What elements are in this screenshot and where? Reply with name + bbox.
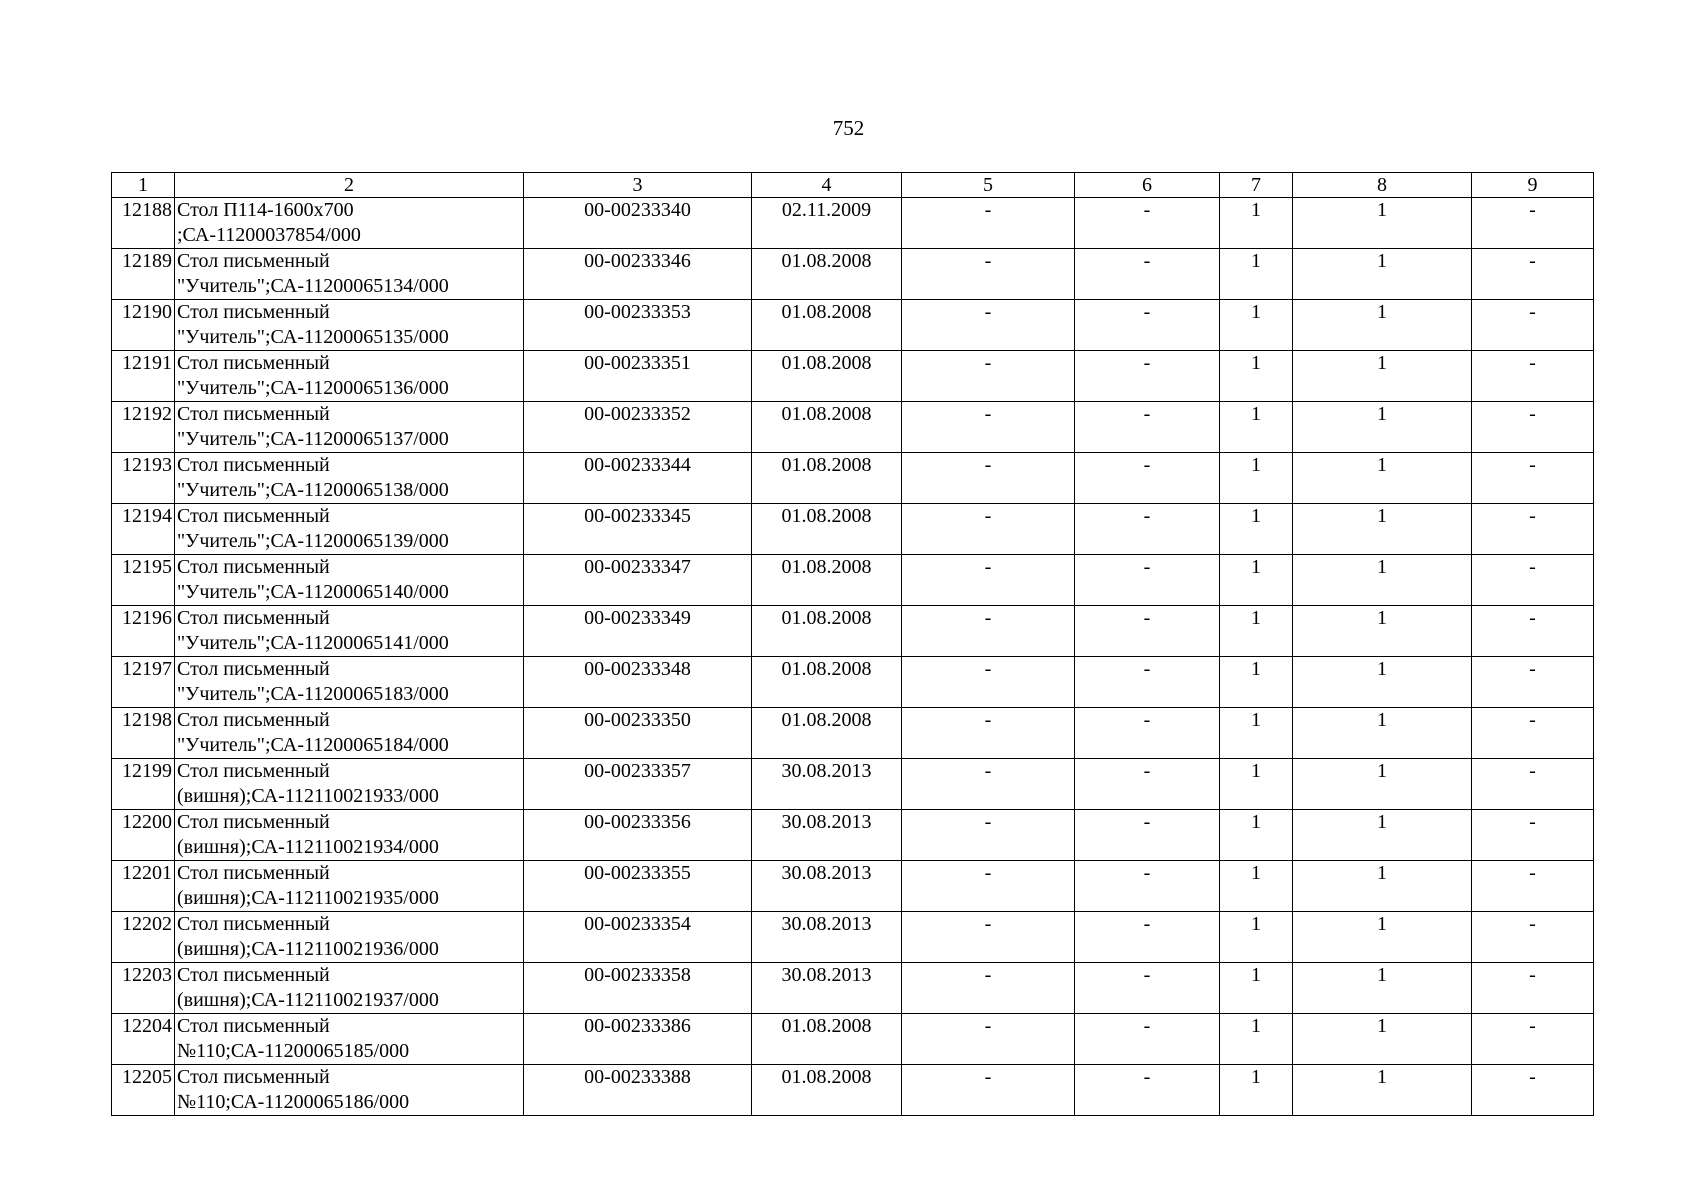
inventory-code: 00-00233349	[524, 606, 752, 657]
inventory-code: 00-00233344	[524, 453, 752, 504]
row-number: 12200	[112, 810, 175, 861]
row-number: 12204	[112, 1014, 175, 1065]
column-7-cell: 1	[1220, 1014, 1293, 1065]
row-number: 12189	[112, 249, 175, 300]
column-9-cell: -	[1472, 351, 1594, 402]
item-name-line-2: (вишня);СА-112110021936/000	[177, 938, 439, 960]
item-name-line-2: "Учитель";СА-11200065184/000	[177, 734, 449, 756]
item-name-line-2: (вишня);СА-112110021935/000	[177, 887, 439, 909]
column-6-cell: -	[1075, 912, 1220, 963]
column-5-cell: -	[902, 861, 1075, 912]
column-5-cell: -	[902, 708, 1075, 759]
item-name-line-2: (вишня);СА-112110021933/000	[177, 785, 439, 807]
column-7-cell: 1	[1220, 351, 1293, 402]
item-name-line-1: Стол письменный	[177, 250, 330, 272]
column-5-cell: -	[902, 402, 1075, 453]
table-row	[112, 300, 1594, 351]
item-name	[175, 453, 524, 504]
column-9-cell: -	[1472, 198, 1594, 249]
date-cell: 01.08.2008	[752, 453, 902, 504]
item-name-line-2: (вишня);СА-112110021934/000	[177, 836, 439, 858]
row-number: 12192	[112, 402, 175, 453]
column-6-cell: -	[1075, 963, 1220, 1014]
column-9-cell: -	[1472, 555, 1594, 606]
column-7-cell: 1	[1220, 810, 1293, 861]
item-name	[175, 300, 524, 351]
column-8-cell: 1	[1293, 453, 1472, 504]
column-header: 6	[1075, 173, 1220, 198]
column-8-cell: 1	[1293, 861, 1472, 912]
inventory-code: 00-00233355	[524, 861, 752, 912]
column-6-cell: -	[1075, 1014, 1220, 1065]
column-8-cell: 1	[1293, 912, 1472, 963]
item-name-line-2: "Учитель";СА-11200065141/000	[177, 632, 449, 654]
column-header: 8	[1293, 173, 1472, 198]
column-header: 7	[1220, 173, 1293, 198]
inventory-code: 00-00233340	[524, 198, 752, 249]
column-9-cell: -	[1472, 300, 1594, 351]
column-7-cell: 1	[1220, 504, 1293, 555]
column-8-cell: 1	[1293, 402, 1472, 453]
inventory-code: 00-00233345	[524, 504, 752, 555]
item-name-line-1: Стол письменный	[177, 352, 330, 374]
item-name-line-2: "Учитель";СА-11200065137/000	[177, 428, 449, 450]
page-number: 752	[832, 116, 865, 140]
column-6-cell: -	[1075, 504, 1220, 555]
table-row	[112, 249, 1594, 300]
column-6-cell: -	[1075, 606, 1220, 657]
item-name	[175, 861, 524, 912]
column-8-cell: 1	[1293, 606, 1472, 657]
item-name-line-2: "Учитель";СА-11200065183/000	[177, 683, 449, 705]
column-7-cell: 1	[1220, 861, 1293, 912]
table-row	[112, 606, 1594, 657]
column-6-cell: -	[1075, 1065, 1220, 1116]
column-8-cell: 1	[1293, 198, 1472, 249]
column-5-cell: -	[902, 198, 1075, 249]
column-5-cell: -	[902, 657, 1075, 708]
item-name-line-1: Стол письменный	[177, 964, 330, 986]
item-name-line-1: Стол письменный	[177, 454, 330, 476]
item-name	[175, 249, 524, 300]
column-5-cell: -	[902, 759, 1075, 810]
item-name-line-1: Стол письменный	[177, 1066, 330, 1088]
row-number: 12199	[112, 759, 175, 810]
column-9-cell: -	[1472, 1014, 1594, 1065]
column-5-cell: -	[902, 810, 1075, 861]
column-9-cell: -	[1472, 861, 1594, 912]
date-cell: 01.08.2008	[752, 708, 902, 759]
item-name-line-2: ;СА-11200037854/000	[177, 224, 361, 246]
inventory-table	[111, 172, 1594, 1116]
column-header: 2	[175, 173, 524, 198]
table-row	[112, 351, 1594, 402]
table-row	[112, 810, 1594, 861]
column-8-cell: 1	[1293, 963, 1472, 1014]
column-8-cell: 1	[1293, 810, 1472, 861]
column-7-cell: 1	[1220, 453, 1293, 504]
column-9-cell: -	[1472, 708, 1594, 759]
date-cell: 01.08.2008	[752, 504, 902, 555]
date-cell: 01.08.2008	[752, 1065, 902, 1116]
column-9-cell: -	[1472, 963, 1594, 1014]
inventory-code: 00-00233347	[524, 555, 752, 606]
column-9-cell: -	[1472, 657, 1594, 708]
column-7-cell: 1	[1220, 708, 1293, 759]
column-7-cell: 1	[1220, 198, 1293, 249]
column-9-cell: -	[1472, 759, 1594, 810]
item-name-line-1: Стол письменный	[177, 1015, 330, 1037]
column-7-cell: 1	[1220, 657, 1293, 708]
row-number: 12188	[112, 198, 175, 249]
header-row	[112, 173, 1594, 198]
row-number: 12205	[112, 1065, 175, 1116]
column-header: 9	[1472, 173, 1594, 198]
date-cell: 30.08.2013	[752, 861, 902, 912]
item-name	[175, 1014, 524, 1065]
inventory-code: 00-00233346	[524, 249, 752, 300]
item-name	[175, 606, 524, 657]
row-number: 12190	[112, 300, 175, 351]
column-5-cell: -	[902, 1065, 1075, 1116]
table-row	[112, 912, 1594, 963]
column-8-cell: 1	[1293, 300, 1472, 351]
row-number: 12197	[112, 657, 175, 708]
column-6-cell: -	[1075, 810, 1220, 861]
table-row	[112, 402, 1594, 453]
date-cell: 01.08.2008	[752, 1014, 902, 1065]
item-name	[175, 759, 524, 810]
row-number: 12194	[112, 504, 175, 555]
table-row	[112, 555, 1594, 606]
table-row	[112, 759, 1594, 810]
item-name	[175, 198, 524, 249]
inventory-code: 00-00233386	[524, 1014, 752, 1065]
inventory-code: 00-00233388	[524, 1065, 752, 1116]
column-8-cell: 1	[1293, 759, 1472, 810]
item-name	[175, 504, 524, 555]
row-number: 12196	[112, 606, 175, 657]
column-header: 3	[524, 173, 752, 198]
date-cell: 01.08.2008	[752, 249, 902, 300]
item-name-line-1: Стол письменный	[177, 301, 330, 323]
column-8-cell: 1	[1293, 1065, 1472, 1116]
table-row	[112, 657, 1594, 708]
column-9-cell: -	[1472, 249, 1594, 300]
column-6-cell: -	[1075, 402, 1220, 453]
inventory-code: 00-00233357	[524, 759, 752, 810]
item-name-line-1: Стол письменный	[177, 403, 330, 425]
column-7-cell: 1	[1220, 963, 1293, 1014]
item-name	[175, 708, 524, 759]
row-number: 12193	[112, 453, 175, 504]
item-name-line-2: №110;СА-11200065186/000	[177, 1091, 410, 1113]
item-name-line-2: "Учитель";СА-11200065140/000	[177, 581, 449, 603]
column-8-cell: 1	[1293, 249, 1472, 300]
column-5-cell: -	[902, 249, 1075, 300]
item-name	[175, 555, 524, 606]
inventory-code: 00-00233351	[524, 351, 752, 402]
date-cell: 30.08.2013	[752, 963, 902, 1014]
column-6-cell: -	[1075, 198, 1220, 249]
column-9-cell: -	[1472, 402, 1594, 453]
inventory-code: 00-00233352	[524, 402, 752, 453]
column-8-cell: 1	[1293, 708, 1472, 759]
column-9-cell: -	[1472, 1065, 1594, 1116]
column-5-cell: -	[902, 912, 1075, 963]
inventory-code: 00-00233358	[524, 963, 752, 1014]
column-header: 5	[902, 173, 1075, 198]
item-name	[175, 657, 524, 708]
date-cell: 30.08.2013	[752, 912, 902, 963]
item-name-line-2: "Учитель";СА-11200065139/000	[177, 530, 449, 552]
date-cell: 01.08.2008	[752, 300, 902, 351]
table-row	[112, 453, 1594, 504]
item-name-line-1: Стол письменный	[177, 607, 330, 629]
row-number: 12201	[112, 861, 175, 912]
column-5-cell: -	[902, 606, 1075, 657]
column-9-cell: -	[1472, 453, 1594, 504]
date-cell: 01.08.2008	[752, 555, 902, 606]
table-row	[112, 1065, 1594, 1116]
date-cell: 01.08.2008	[752, 402, 902, 453]
inventory-code: 00-00233356	[524, 810, 752, 861]
column-7-cell: 1	[1220, 402, 1293, 453]
row-number: 12203	[112, 963, 175, 1014]
item-name	[175, 810, 524, 861]
column-6-cell: -	[1075, 759, 1220, 810]
column-header: 4	[752, 173, 902, 198]
column-7-cell: 1	[1220, 912, 1293, 963]
row-number: 12195	[112, 555, 175, 606]
row-number: 12191	[112, 351, 175, 402]
item-name-line-1: Стол письменный	[177, 658, 330, 680]
column-6-cell: -	[1075, 249, 1220, 300]
item-name	[175, 1065, 524, 1116]
item-name-line-1: Стол письменный	[177, 709, 330, 731]
column-5-cell: -	[902, 963, 1075, 1014]
item-name	[175, 402, 524, 453]
item-name-line-1: Стол письменный	[177, 556, 330, 578]
date-cell: 01.08.2008	[752, 351, 902, 402]
inventory-code: 00-00233354	[524, 912, 752, 963]
column-9-cell: -	[1472, 504, 1594, 555]
inventory-code: 00-00233348	[524, 657, 752, 708]
column-9-cell: -	[1472, 810, 1594, 861]
item-name	[175, 351, 524, 402]
table-row	[112, 198, 1594, 249]
column-7-cell: 1	[1220, 300, 1293, 351]
column-9-cell: -	[1472, 606, 1594, 657]
column-5-cell: -	[902, 555, 1075, 606]
column-5-cell: -	[902, 300, 1075, 351]
column-5-cell: -	[902, 504, 1075, 555]
column-8-cell: 1	[1293, 351, 1472, 402]
row-number: 12202	[112, 912, 175, 963]
table-row	[112, 708, 1594, 759]
date-cell: 01.08.2008	[752, 657, 902, 708]
column-8-cell: 1	[1293, 555, 1472, 606]
column-9-cell: -	[1472, 912, 1594, 963]
item-name-line-2: "Учитель";СА-11200065134/000	[177, 275, 449, 297]
table-body	[112, 198, 1594, 1116]
column-6-cell: -	[1075, 657, 1220, 708]
row-number: 12198	[112, 708, 175, 759]
column-5-cell: -	[902, 1014, 1075, 1065]
item-name-line-2: "Учитель";СА-11200065136/000	[177, 377, 449, 399]
column-8-cell: 1	[1293, 657, 1472, 708]
date-cell: 01.08.2008	[752, 606, 902, 657]
item-name-line-2: (вишня);СА-112110021937/000	[177, 989, 439, 1011]
item-name-line-2: "Учитель";СА-11200065138/000	[177, 479, 449, 501]
item-name-line-2: №110;СА-11200065185/000	[177, 1040, 410, 1062]
column-7-cell: 1	[1220, 555, 1293, 606]
item-name-line-1: Стол письменный	[177, 913, 330, 935]
table-row	[112, 1014, 1594, 1065]
item-name-line-2: "Учитель";СА-11200065135/000	[177, 326, 449, 348]
date-cell: 02.11.2009	[752, 198, 902, 249]
column-5-cell: -	[902, 453, 1075, 504]
column-7-cell: 1	[1220, 606, 1293, 657]
column-6-cell: -	[1075, 555, 1220, 606]
column-6-cell: -	[1075, 708, 1220, 759]
item-name-line-1: Стол письменный	[177, 505, 330, 527]
column-7-cell: 1	[1220, 759, 1293, 810]
column-8-cell: 1	[1293, 504, 1472, 555]
item-name	[175, 963, 524, 1014]
column-7-cell: 1	[1220, 1065, 1293, 1116]
date-cell: 30.08.2013	[752, 759, 902, 810]
column-5-cell: -	[902, 351, 1075, 402]
column-6-cell: -	[1075, 300, 1220, 351]
item-name-line-1: Стол письменный	[177, 862, 330, 884]
item-name-line-1: Стол П114-1600х700	[177, 199, 354, 221]
column-8-cell: 1	[1293, 1014, 1472, 1065]
column-header: 1	[112, 173, 175, 198]
column-6-cell: -	[1075, 453, 1220, 504]
item-name-line-1: Стол письменный	[177, 760, 330, 782]
column-6-cell: -	[1075, 861, 1220, 912]
item-name-line-1: Стол письменный	[177, 811, 330, 833]
column-7-cell: 1	[1220, 249, 1293, 300]
inventory-code: 00-00233353	[524, 300, 752, 351]
table-row	[112, 963, 1594, 1014]
table-row	[112, 504, 1594, 555]
inventory-code: 00-00233350	[524, 708, 752, 759]
date-cell: 30.08.2013	[752, 810, 902, 861]
column-6-cell: -	[1075, 351, 1220, 402]
item-name	[175, 912, 524, 963]
table-row	[112, 861, 1594, 912]
